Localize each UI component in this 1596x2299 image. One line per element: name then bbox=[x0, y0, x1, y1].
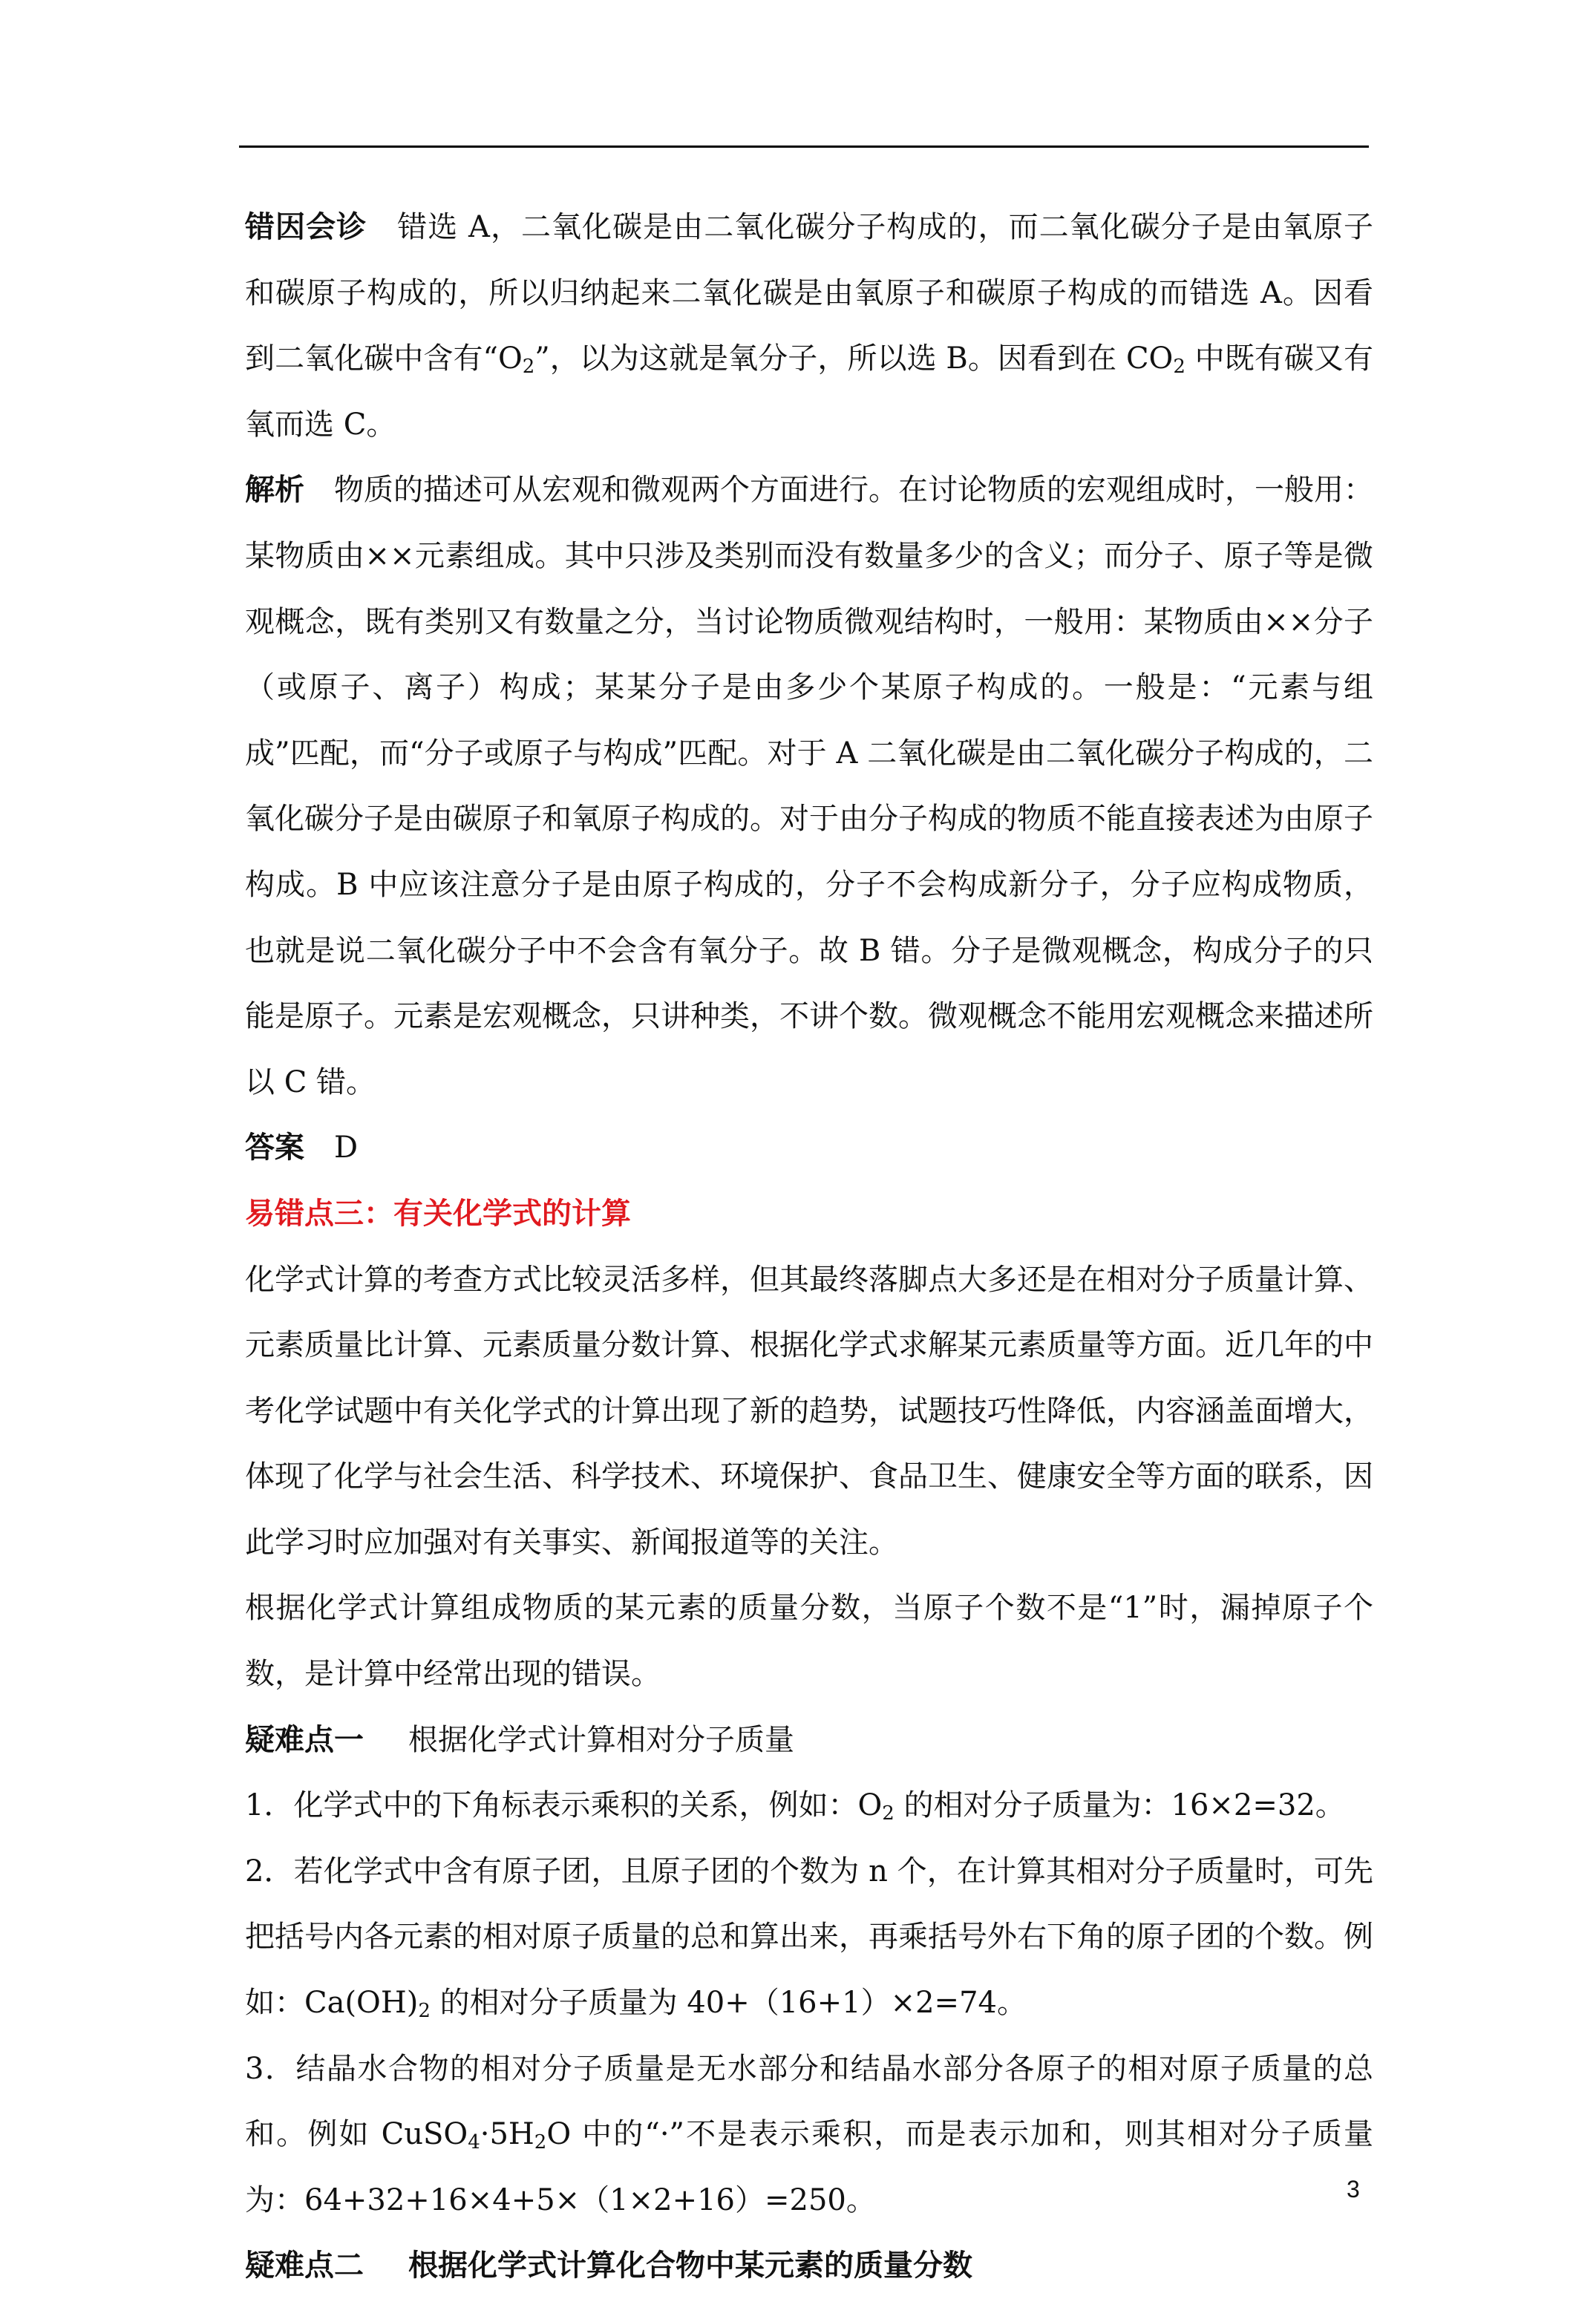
page-number: 3 bbox=[1347, 2176, 1360, 2202]
answer-label: 答案 bbox=[245, 1130, 304, 1165]
text-segment: 的相对分子质量为：16×2=32。 bbox=[894, 1788, 1345, 1823]
error-diagnosis-paragraph bbox=[245, 194, 1373, 457]
error-diagnosis-label: 错因会诊 bbox=[245, 209, 367, 244]
answer-paragraph bbox=[245, 1115, 1373, 1181]
text-segment: 2．若化学式中含有原子团，且原子团的个数为 n 个，在计算其相对分子质量时，可先把括号内各元素的相对原子质量的总和算出来，再乘括号外右下角的原子团的个数。例如：Ca(OH) bbox=[245, 1854, 1373, 2021]
list-item-1 bbox=[245, 1773, 1373, 1839]
subscript: 2 bbox=[1173, 356, 1185, 379]
difficulty-label: 疑难点一 bbox=[245, 1721, 364, 1757]
subscript: 2 bbox=[522, 356, 535, 379]
difficulty-title: 根据化学式计算化合物中某元素的质量分数 bbox=[408, 2248, 972, 2283]
page-content bbox=[245, 194, 1373, 2299]
text-segment: 1．化学式中的下角标表示乘积的关系，例如：O bbox=[245, 1788, 883, 1823]
text-segment: ”，以为这就是氧分子，所以选 B。因看到在 CO bbox=[534, 341, 1174, 376]
common-error-paragraph: 根据化学式计算组成物质的某元素的质量分数，当原子个数不是“1”时，漏掉原子个数，是计算中经常出现的错误。 bbox=[245, 1591, 1373, 1692]
list-item-2 bbox=[245, 1839, 1373, 2036]
difficulty-heading-2 bbox=[245, 2233, 1373, 2299]
answer-text: D bbox=[334, 1131, 359, 1165]
text-segment: 中既有碳又有氧而选 C。 bbox=[245, 341, 1373, 442]
subscript: 2 bbox=[882, 1802, 895, 1825]
text-segment: 错选 A，二氧化碳是由二氧化碳分子构成的，而二氧化碳分子是由氧原子和碳原子构成的，所以归纳起来二氧化碳是由氧原子和碳原子构成的而错选 A。因看到二氧化碳中含有“O bbox=[245, 210, 1373, 376]
difficulty-title: 根据化学式计算相对分子质量 bbox=[408, 1722, 794, 1757]
subscript: 2 bbox=[534, 2131, 547, 2154]
subscript: 2 bbox=[418, 2000, 431, 2023]
analysis-text: 物质的描述可从宏观和微观两个方面进行。在讨论物质的宏观组成时，一般用：某物质由××元素组成。其中只涉及类别而没有数量多少的含义；而分子、原子等是微观概念，既有类别又有数量之分，当讨论物质微观结构时，一般用：某物质由××分子（或原子、离子）构成；某某分子是由多少个某原子构成的。一般是：“元素与组成”匹配，而“分子或原子与构成”匹配。对于 A 二氧化碳是由二氧化碳分子构成的，二氧化碳分子是由碳原子和氧原子构成的。对于由分子构成的物质不能直接表述为由原子构成。B 中应该注意分子是由原子构成的，分子不会构成新分子，分子应构成物质，也就是说二氧化碳分子中不会含有氧分子。故 B 错。分子是微观概念，构成分子的只能是原子。元素是宏观概念，只讲种类，不讲个数。微观概念不能用宏观概念来描述所以 C 错。 bbox=[245, 473, 1373, 1099]
analysis-label: 解析 bbox=[245, 472, 304, 508]
section-heading: 易错点三：有关化学式的计算 bbox=[245, 1195, 631, 1231]
difficulty-heading-1 bbox=[245, 1707, 1373, 1773]
analysis-paragraph bbox=[245, 457, 1373, 1115]
subscript: 4 bbox=[468, 2131, 480, 2154]
intro-paragraph: 化学式计算的考查方式比较灵活多样，但其最终落脚点大多还是在相对分子质量计算、元素质量比计算、元素质量分数计算、根据化学式求解某元素质量等方面。近几年的中考化学试题中有关化学式的计算出现了新的趋势，试题技巧性降低，内容涵盖面增大，体现了化学与社会生活、科学技术、环境保护、食品卫生、健康安全等方面的联系，因此学习时应加强对有关事实、新闻报道等的关注。 bbox=[245, 1262, 1373, 1560]
text-segment: 3．结晶水合物的相对分子质量是无水部分和结晶水部分各原子的相对原子质量的总和。例如 CuSO bbox=[245, 2051, 1373, 2152]
text-segment: ·5H bbox=[480, 2117, 534, 2152]
header-rule bbox=[239, 145, 1369, 148]
text-segment: 的相对分子质量为 40+（16+1）×2=74。 bbox=[430, 1986, 1027, 2021]
difficulty-label: 疑难点二 bbox=[245, 2248, 364, 2283]
text-segment: O 中的“·”不是表示乘积，而是表示加和，则其相对分子质量为：64+32+16×4+5×（1×2+16）=250。 bbox=[245, 2117, 1373, 2217]
list-item-3 bbox=[245, 2036, 1373, 2234]
